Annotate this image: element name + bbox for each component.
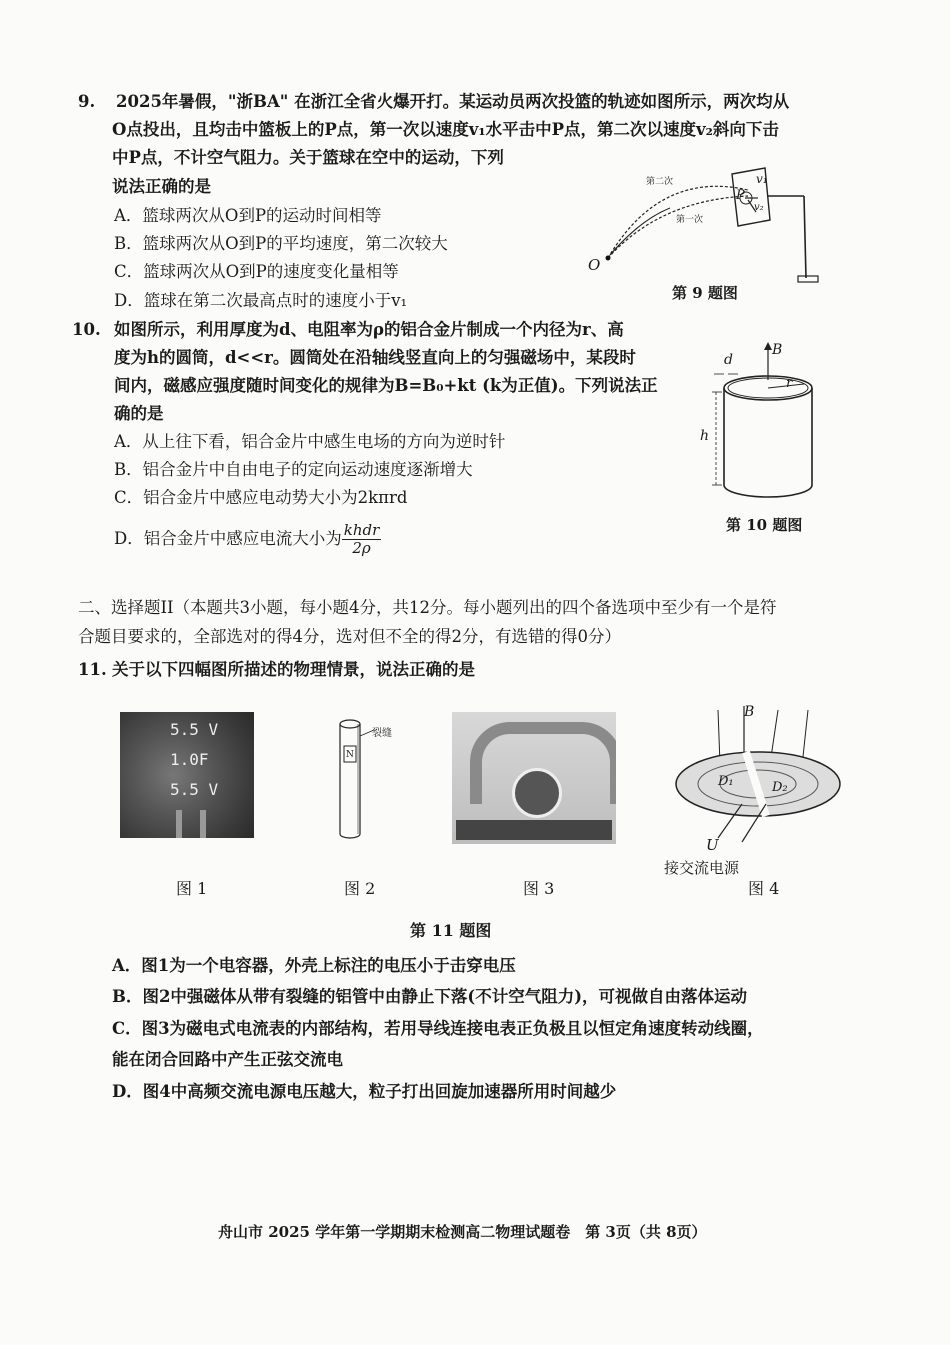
q11-option-b[interactable]: B．图2中强磁体从带有裂缝的铝管中由静止下落(不计空气阻力)，可视做自由落体运动 <box>112 987 748 1006</box>
q9-fig-label-v2: v₂ <box>754 202 764 213</box>
q10-figure-caption: 第 10 题图 <box>726 516 803 534</box>
q11-number: 11. <box>78 660 107 679</box>
q9-stem-line-1: 2025年暑假，"浙BA" 在浙江全省火爆开打。某运动员两次投篮的轨迹如图所示，两次均从 <box>116 92 790 111</box>
q10-stem-line-2: 度为h的圆筒，d<<r。圆筒处在沿轴线竖直向上的匀强磁场中，某段时 <box>114 348 636 367</box>
q11-option-c-line-1[interactable]: C．图3为磁电式电流表的内部结构，若用导线连接电表正负极且以恒定角速度转动线圈， <box>112 1019 764 1038</box>
q9-fig-label-second: 第二次 <box>646 177 674 187</box>
q9-option-c[interactable]: C．篮球两次从O到P的速度变化量相等 <box>114 262 399 281</box>
q10-fraction-denominator: 2ρ <box>352 539 371 557</box>
q9-stem-line-2: O点投出，且均击中篮板上的P点，第一次以速度v₁水平击中P点，第二次以速度v₂斜向下击 <box>112 120 779 139</box>
q11-option-d[interactable]: D．图4中高频交流电源电压越大，粒子打出回旋加速器所用时间越少 <box>112 1082 617 1101</box>
q10-number: 10. <box>72 320 101 339</box>
q11-fig4-cyclotron-figure <box>658 704 858 854</box>
q9-fig-label-v1: v₁ <box>756 172 768 186</box>
q9-stem-line-4: 说法正确的是 <box>112 177 211 196</box>
q11-stem: 关于以下四幅图所描述的物理情景，说法正确的是 <box>112 660 475 679</box>
q11-fig1-label: 图 1 <box>176 879 208 898</box>
q11-fig4-d2-label: D₂ <box>772 780 788 795</box>
q10-option-c[interactable]: C．铝合金片中感应电动势大小为2kπrd <box>114 488 408 507</box>
q10-option-d[interactable] <box>114 522 381 557</box>
q11-fig1-text-1: 5.5 V <box>170 720 219 739</box>
q11-fig2-crack-label: 裂缝 <box>372 728 392 739</box>
q11-fig3-galvanometer-photo <box>452 712 616 844</box>
q10-cylinder-figure <box>700 340 840 505</box>
q9-fig-label-p: P <box>736 188 745 203</box>
q9-option-b[interactable]: B．篮球两次从O到P的平均速度，第二次较大 <box>114 234 448 253</box>
q10-option-a[interactable]: A．从上往下看，铝合金片中感生电场的方向为逆时针 <box>114 432 506 451</box>
q10-fig-label-b: B <box>772 342 783 358</box>
q10-fig-label-r: r <box>786 376 793 391</box>
q10-stem-line-3: 间内，磁感应强度随时间变化的规律为B=B₀+kt (k为正值)。下列说法正 <box>114 376 658 395</box>
q10-stem-line-4: 确的是 <box>114 404 164 423</box>
q9-fig-label-first: 第一次 <box>676 215 704 225</box>
q11-fig2-n-label: N <box>346 750 354 760</box>
q11-fig4-d1-label: D₁ <box>718 774 734 789</box>
q11-fig2-label: 图 2 <box>344 879 376 898</box>
q11-fig4-source-label: 接交流电源 <box>664 859 740 877</box>
q11-fig4-label: 图 4 <box>748 879 780 898</box>
q10-option-d-text: D．铝合金片中感应电流大小为 <box>114 529 342 548</box>
q11-fig1-text-2: 1.0F <box>170 750 209 769</box>
q10-option-b[interactable]: B．铝合金片中自由电子的定向运动速度逐渐增大 <box>114 460 473 479</box>
q9-basketball-trajectory-figure <box>580 160 830 290</box>
q9-option-a[interactable]: A．篮球两次从O到P的运动时间相等 <box>114 206 382 225</box>
section2-heading-line-1: 二、选择题II（本题共3小题，每小题4分，共12分。每小题列出的四个备选项中至少有一个是符 <box>78 598 777 617</box>
q11-fig4-b-label: B <box>744 704 755 720</box>
q10-fig-label-h: h <box>700 428 710 444</box>
q9-option-d[interactable]: D．篮球在第二次最高点时的速度小于v₁ <box>114 291 408 310</box>
q10-option-d-fraction <box>342 522 382 557</box>
q9-number: 9. <box>78 92 96 111</box>
q11-fig4-u-label: U <box>706 836 719 854</box>
q10-fig-label-d: d <box>724 352 733 368</box>
section2-heading-line-2: 合题目要求的，全部选对的得4分，选对但不全的得2分，有选错的得0分） <box>78 627 621 646</box>
q11-option-c-line-2[interactable]: 能在闭合回路中产生正弦交流电 <box>112 1050 343 1069</box>
page-footer: 舟山市 2025 学年第一学期期末检测高二物理试题卷 第 3页（共 8页） <box>218 1223 707 1241</box>
q9-figure-caption: 第 9 题图 <box>672 284 738 302</box>
q11-fig1-capacitor-photo <box>120 712 254 838</box>
q11-figure-caption: 第 11 题图 <box>410 921 492 940</box>
q9-fig-label-o: O <box>588 256 601 274</box>
q9-stem-line-3: 中P点，不计空气阻力。关于篮球在空中的运动，下列 <box>112 148 504 167</box>
q11-fig1-text-3: 5.5 V <box>170 780 219 799</box>
q11-fig3-label: 图 3 <box>523 879 555 898</box>
q11-option-a[interactable]: A．图1为一个电容器，外壳上标注的电压小于击穿电压 <box>112 956 516 975</box>
q10-stem-line-1: 如图所示，利用厚度为d、电阻率为ρ的铝合金片制成一个内径为r、高 <box>114 320 624 339</box>
q10-fraction-numerator: khdr <box>343 521 380 539</box>
